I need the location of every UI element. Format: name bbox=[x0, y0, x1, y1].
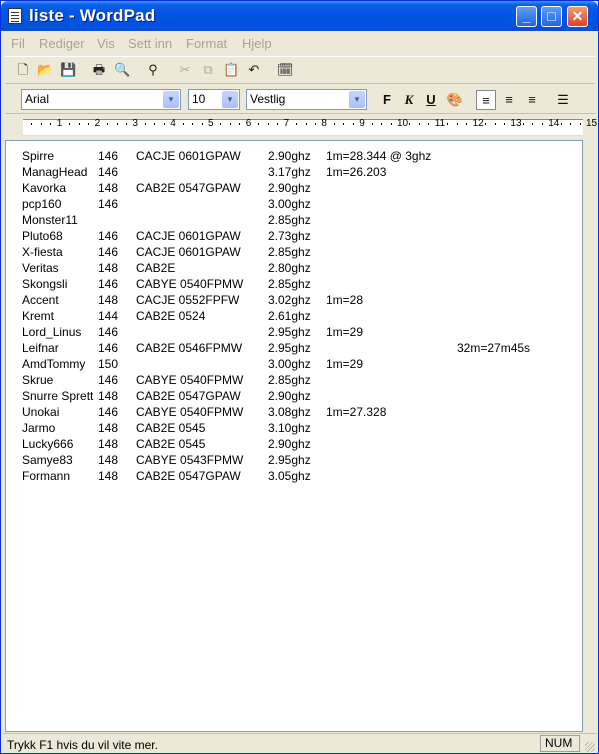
clock-cell: 3.10ghz bbox=[268, 421, 311, 435]
result-cell: 1m=26.203 bbox=[326, 165, 387, 179]
ruler-number: 2 bbox=[94, 118, 101, 129]
result-cell: 1m=28.344 @ 3ghz bbox=[326, 149, 432, 163]
ruler-tick bbox=[183, 123, 184, 125]
value-cell: 150 bbox=[98, 357, 119, 371]
insert-date-time-icon[interactable]: 🗓 bbox=[277, 62, 294, 77]
underline-button[interactable]: U bbox=[426, 92, 436, 107]
value-cell: 148 bbox=[98, 437, 119, 451]
menu-file[interactable]: Fil bbox=[11, 36, 25, 51]
value-cell: 146 bbox=[98, 405, 119, 419]
ruler-tick bbox=[50, 123, 51, 125]
batch-cell: CABYE 0540FPMW bbox=[136, 405, 244, 419]
open-folder-icon[interactable]: 📂 bbox=[37, 62, 54, 77]
ruler-tick bbox=[230, 123, 231, 125]
ruler-tick bbox=[353, 123, 354, 125]
name-cell: Formann bbox=[22, 469, 71, 483]
batch-cell: CACJE 0552FPFW bbox=[136, 293, 240, 307]
clock-cell: 2.90ghz bbox=[268, 149, 311, 163]
clock-cell: 2.95ghz bbox=[268, 453, 311, 467]
vertical-scrollbar[interactable] bbox=[583, 140, 595, 732]
maximize-button[interactable]: □ bbox=[541, 6, 562, 27]
ruler-tick bbox=[258, 123, 259, 125]
new-document-icon[interactable]: 🗋 bbox=[17, 62, 29, 77]
clock-cell: 2.90ghz bbox=[268, 437, 311, 451]
name-cell: Samye83 bbox=[22, 453, 73, 467]
ruler-number: 6 bbox=[245, 118, 252, 129]
value-cell: 146 bbox=[98, 325, 119, 339]
ruler-tick bbox=[428, 123, 429, 125]
resize-grip-icon[interactable] bbox=[585, 742, 595, 752]
bold-button[interactable]: F bbox=[383, 92, 391, 107]
clock-cell: 3.02ghz bbox=[268, 293, 311, 307]
align-left-icon[interactable]: ≡ bbox=[476, 90, 496, 110]
value-cell: 146 bbox=[98, 245, 119, 259]
value-cell: 146 bbox=[98, 197, 119, 211]
name-cell: Monster11 bbox=[22, 213, 78, 227]
name-cell: AmdTommy bbox=[22, 357, 86, 371]
batch-cell: CACJE 0601GPAW bbox=[136, 229, 241, 243]
minimize-button[interactable]: _ bbox=[516, 6, 537, 27]
font-size-select[interactable] bbox=[188, 89, 240, 110]
name-cell: ManagHead bbox=[22, 165, 88, 179]
value-cell: 148 bbox=[98, 389, 119, 403]
clock-cell: 2.73ghz bbox=[268, 229, 311, 243]
name-cell: Jarmo bbox=[22, 421, 56, 435]
menu-bar bbox=[5, 32, 595, 53]
num-lock-indicator: NUM bbox=[540, 735, 580, 752]
ruler-tick bbox=[315, 123, 316, 125]
ruler-number: 7 bbox=[283, 118, 290, 129]
paste-icon[interactable]: 📋 bbox=[223, 62, 240, 77]
value-cell: 146 bbox=[98, 165, 119, 179]
ruler-strip bbox=[23, 119, 583, 136]
standard-toolbar bbox=[5, 56, 595, 84]
chevron-down-icon[interactable]: ▼ bbox=[222, 91, 238, 108]
name-cell: Skongsli bbox=[22, 277, 68, 291]
clock-cell: 3.08ghz bbox=[268, 405, 311, 419]
ruler-tick bbox=[202, 123, 203, 125]
ruler-tick bbox=[296, 123, 297, 125]
menu-view[interactable]: Vis bbox=[97, 36, 115, 51]
ruler-tick bbox=[126, 123, 127, 125]
ruler-tick bbox=[117, 123, 118, 125]
menu-format[interactable]: Format bbox=[186, 36, 228, 51]
batch-cell: CACJE 0601GPAW bbox=[136, 149, 241, 163]
clock-cell: 2.90ghz bbox=[268, 389, 311, 403]
script-select[interactable] bbox=[246, 89, 367, 110]
ruler-number: 12 bbox=[472, 118, 484, 129]
result-cell: 1m=28 bbox=[326, 293, 364, 307]
ruler-tick bbox=[334, 123, 335, 125]
align-right-icon[interactable]: ≡ bbox=[528, 92, 536, 107]
find-icon[interactable]: ⚲ bbox=[148, 62, 158, 77]
document-icon[interactable] bbox=[8, 8, 22, 24]
clock-cell: 2.95ghz bbox=[268, 325, 311, 339]
ruler-tick bbox=[381, 123, 382, 125]
print-icon[interactable]: 🖶 bbox=[92, 62, 106, 77]
ruler-tick bbox=[107, 123, 108, 125]
menu-edit[interactable]: Rediger bbox=[39, 36, 85, 51]
batch-cell: CAB2E 0546FPMW bbox=[136, 341, 243, 355]
ruler-tick bbox=[239, 123, 240, 125]
ruler-tick bbox=[31, 123, 32, 125]
batch-cell: CAB2E 0547GPAW bbox=[136, 389, 241, 403]
batch-cell: CAB2E 0545 bbox=[136, 437, 206, 451]
title-bar[interactable] bbox=[1, 1, 598, 31]
clock-cell: 2.95ghz bbox=[268, 341, 311, 355]
ruler-number: 15 bbox=[586, 118, 598, 129]
name-cell: Kremt bbox=[22, 309, 55, 323]
close-button[interactable]: ✕ bbox=[567, 6, 588, 27]
ruler-tick bbox=[192, 123, 193, 125]
value-cell: 148 bbox=[98, 469, 119, 483]
ruler[interactable] bbox=[5, 116, 598, 138]
ruler-tick bbox=[343, 123, 344, 125]
copy-icon[interactable]: ⧉ bbox=[203, 62, 213, 77]
batch-cell: CABYE 0540FPMW bbox=[136, 373, 244, 387]
batch-cell: CACJE 0601GPAW bbox=[136, 245, 241, 259]
batch-cell: CAB2E 0547GPAW bbox=[136, 181, 241, 195]
name-cell: Unokai bbox=[22, 405, 60, 419]
ruler-tick bbox=[306, 123, 307, 125]
ruler-tick bbox=[69, 123, 70, 125]
result-cell: 1m=27.328 bbox=[326, 405, 387, 419]
name-cell: Kavorka bbox=[22, 181, 67, 195]
menu-help[interactable]: Hjelp bbox=[242, 36, 272, 51]
ruler-tick bbox=[41, 123, 42, 125]
value-cell: 144 bbox=[98, 309, 119, 323]
clock-cell: 2.90ghz bbox=[268, 181, 311, 195]
clock-cell: 3.05ghz bbox=[268, 469, 311, 483]
font-size-value: 10 bbox=[192, 92, 206, 106]
ruler-tick bbox=[79, 123, 80, 125]
ruler-tick bbox=[580, 123, 581, 125]
clock-cell: 3.00ghz bbox=[268, 197, 311, 211]
ruler-tick bbox=[268, 123, 269, 125]
value-cell: 146 bbox=[98, 373, 119, 387]
batch-cell: CABYE 0543FPMW bbox=[136, 453, 244, 467]
align-center-icon[interactable]: ≡ bbox=[505, 92, 513, 107]
ruler-tick bbox=[372, 123, 373, 125]
format-toolbar bbox=[5, 86, 595, 114]
name-cell: Pluto68 bbox=[22, 229, 63, 243]
ruler-tick bbox=[419, 123, 420, 125]
name-cell: Accent bbox=[22, 293, 59, 307]
ruler-tick bbox=[504, 123, 505, 125]
value-cell: 148 bbox=[98, 293, 119, 307]
ruler-tick bbox=[277, 123, 278, 125]
ruler-tick bbox=[447, 123, 448, 125]
font-select[interactable] bbox=[21, 89, 181, 110]
ruler-tick bbox=[542, 123, 543, 125]
chevron-down-icon[interactable]: ▼ bbox=[349, 91, 365, 108]
cut-icon[interactable]: ✂ bbox=[179, 62, 191, 77]
ruler-number: 4 bbox=[170, 118, 176, 129]
value-cell: 148 bbox=[98, 261, 119, 275]
clock-cell: 2.85ghz bbox=[268, 213, 311, 227]
save-icon[interactable]: 💾 bbox=[60, 62, 77, 77]
document-area[interactable] bbox=[5, 140, 583, 732]
ruler-number: 14 bbox=[548, 118, 560, 129]
ruler-number: 13 bbox=[510, 118, 522, 129]
result-cell: 1m=29 bbox=[326, 357, 364, 371]
batch-cell: CAB2E 0524 bbox=[136, 309, 206, 323]
value-cell: 146 bbox=[98, 229, 119, 243]
extra-cell: 32m=27m45s bbox=[457, 341, 531, 355]
window-title: liste - WordPad bbox=[29, 6, 156, 25]
status-text: Trykk F1 hvis du vil vite mer. bbox=[7, 738, 158, 752]
ruler-number: 11 bbox=[434, 118, 446, 129]
ruler-number: 1 bbox=[56, 118, 63, 129]
ruler-number: 9 bbox=[359, 118, 365, 129]
name-cell: Leifnar bbox=[22, 341, 59, 355]
ruler-tick bbox=[409, 123, 410, 125]
status-bar bbox=[3, 733, 597, 754]
name-cell: Spirre bbox=[22, 149, 55, 163]
bullets-icon[interactable]: ☰ bbox=[557, 92, 569, 107]
italic-button[interactable]: K bbox=[404, 92, 414, 107]
ruler-tick bbox=[154, 123, 155, 125]
batch-cell: CAB2E 0545 bbox=[136, 421, 206, 435]
value-cell: 146 bbox=[98, 277, 119, 291]
ruler-tick bbox=[485, 123, 486, 125]
ruler-tick bbox=[523, 123, 524, 125]
print-preview-icon[interactable]: 🔍 bbox=[114, 62, 131, 77]
ruler-number: 3 bbox=[132, 118, 138, 129]
ruler-tick bbox=[164, 123, 165, 125]
batch-cell: CAB2E 0547GPAW bbox=[136, 469, 241, 483]
name-cell: Lord_Linus bbox=[22, 325, 82, 339]
ruler-tick bbox=[466, 123, 467, 125]
menu-insert[interactable]: Sett inn bbox=[128, 36, 173, 51]
ruler-tick bbox=[220, 123, 221, 125]
clock-cell: 2.85ghz bbox=[268, 373, 311, 387]
clock-cell: 2.80ghz bbox=[268, 261, 311, 275]
ruler-number: 5 bbox=[208, 118, 214, 129]
ruler-tick bbox=[457, 123, 458, 125]
ruler-tick bbox=[570, 123, 571, 125]
clock-cell: 3.00ghz bbox=[268, 357, 311, 371]
value-cell: 148 bbox=[98, 421, 119, 435]
ruler-tick bbox=[391, 123, 392, 125]
ruler-tick bbox=[561, 123, 562, 125]
ruler-tick bbox=[532, 123, 533, 125]
name-cell: X-fiesta bbox=[22, 245, 63, 259]
ruler-tick bbox=[495, 123, 496, 125]
color-palette-icon[interactable]: 🎨 bbox=[446, 92, 464, 107]
script-value: Vestlig bbox=[250, 92, 286, 106]
result-cell: 1m=29 bbox=[326, 325, 364, 339]
name-cell: Skrue bbox=[22, 373, 54, 387]
ruler-number: 10 bbox=[397, 118, 409, 129]
name-cell: Snurre Sprett bbox=[22, 389, 94, 403]
clock-cell: 2.85ghz bbox=[268, 277, 311, 291]
name-cell: Lucky666 bbox=[22, 437, 74, 451]
value-cell: 146 bbox=[98, 149, 119, 163]
undo-icon[interactable]: ↶ bbox=[248, 62, 260, 77]
name-cell: Veritas bbox=[22, 261, 59, 275]
clock-cell: 3.17ghz bbox=[268, 165, 311, 179]
value-cell: 148 bbox=[98, 453, 119, 467]
batch-cell: CABYE 0540FPMW bbox=[136, 277, 244, 291]
name-cell: pcp160 bbox=[22, 197, 62, 211]
ruler-tick bbox=[145, 123, 146, 125]
value-cell: 148 bbox=[98, 181, 119, 195]
ruler-tick bbox=[88, 123, 89, 125]
clock-cell: 2.61ghz bbox=[268, 309, 311, 323]
clock-cell: 2.85ghz bbox=[268, 245, 311, 259]
value-cell: 146 bbox=[98, 341, 119, 355]
font-value: Arial bbox=[25, 92, 50, 106]
chevron-down-icon[interactable]: ▼ bbox=[163, 91, 179, 108]
ruler-number: 8 bbox=[321, 118, 327, 129]
batch-cell: CAB2E bbox=[136, 261, 176, 275]
